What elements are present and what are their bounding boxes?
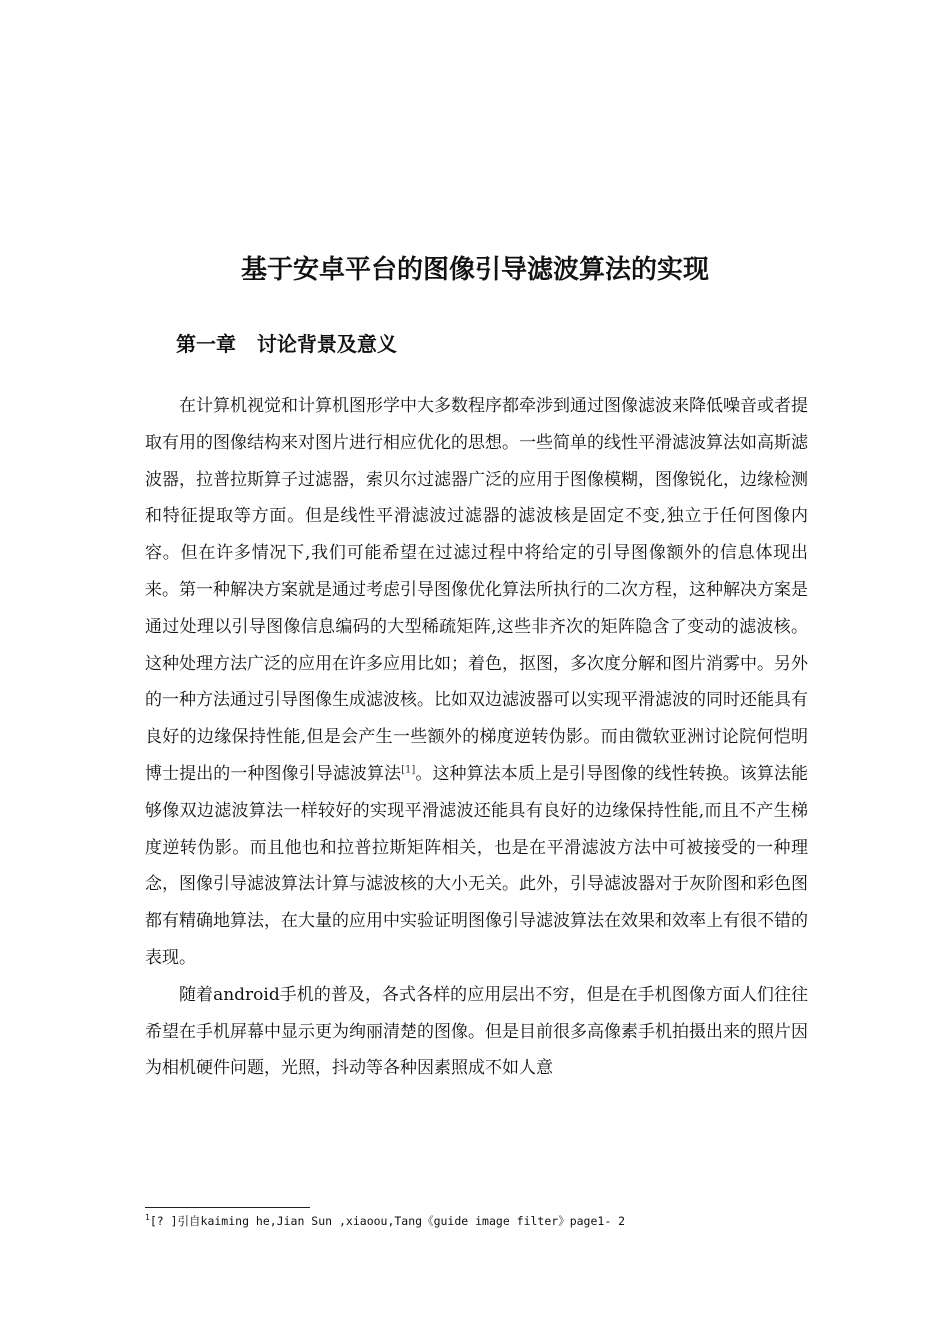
citation-marker[interactable]: [1] — [401, 764, 416, 776]
paragraph-1-text-b: 。这种算法本质上是引导图像的线性转换。该算法能够像双边滤波算法一样较好的实现平滑滤波还能具有良好的边缘保持性能,而且不产生梯度逆转伪影。而且他也和拉普拉斯矩阵相关，也是在平滑滤波方法中可被接受的一种理念，图像引导滤波算法计算与滤波核的大小无关。此外，引导滤波器对于灰阶图和彩色图都有精确地算法，在大量的应用中实验证明图像引导滤波算法在效果和效率上有很不错的表现。 — [145, 763, 809, 968]
paragraph-1 — [145, 388, 808, 977]
chapter-heading: 第一章 讨论背景及意义 — [176, 332, 397, 356]
paragraph-2: 随着android手机的普及，各式各样的应用层出不穷，但是在手机图像方面人们往往希望在手机屏幕中显示更为绚丽清楚的图像。但是目前很多高像素手机拍摄出来的照片因为相机硬件问题，光照，抖动等各种因素照成不如人意 — [145, 984, 808, 1079]
page-title: 基于安卓平台的图像引导滤波算法的实现 — [240, 255, 709, 285]
footnote-text: [? ]引自kaiming he,Jian Sun ,xiaoou,Tang《guide image filter》page1- 2 — [149, 1214, 626, 1228]
footnote-marker: 1 — [145, 1213, 150, 1223]
footnote — [145, 1212, 845, 1230]
body-text — [145, 388, 808, 1087]
paragraph-1-text-a: 在计算机视觉和计算机图形学中大多数程序都牵涉到通过图像滤波来降低噪音或者提取有用的图像结构来对图片进行相应优化的思想。一些简单的线性平滑滤波算法如高斯滤波器，拉普拉斯算子过滤器，索贝尔过滤器广泛的应用于图像模糊，图像锐化，边缘检测和特征提取等方面。但是线性平滑滤波过滤器的滤波核是固定不变,独立于任何图像内容。但在许多情况下,我们可能希望在过滤过程中将给定的引导图像额外的信息体现出来。第一种解决方案就是通过考虑引导图像优化算法所执行的二次方程，这种解决方案是通过处理以引导图像信息编码的大型稀疏矩阵,这些非齐次的矩阵隐含了变动的滤波核。这种处理方法广泛的应用在许多应用比如；着色，抠图，多次度分解和图片消雾中。另外的一种方法通过引导图像生成滤波核。比如双边滤波器可以实现平滑滤波的同时还能具有良好的边缘保持性能,但是会产生一些额外的梯度逆转伪影。而由微软亚洲讨论院何恺明博士提出的一种图像引导滤波算法 — [145, 396, 808, 784]
footnote-divider — [145, 1207, 310, 1208]
